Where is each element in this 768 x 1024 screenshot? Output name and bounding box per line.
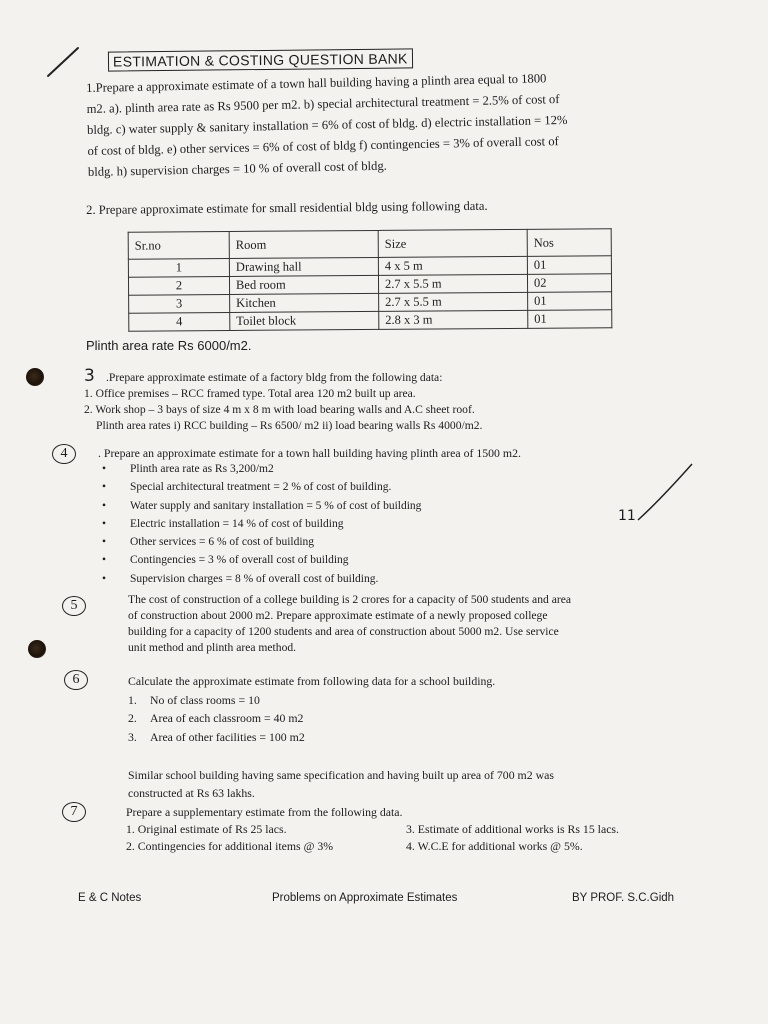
header-nos: Nos [527,229,611,257]
question-6 [100,672,554,802]
cell-room: Drawing hall [229,257,378,276]
margin-handwritten-mark: 11 [618,508,636,524]
plinth-rate-note: Plinth area rate Rs 6000/m2. [86,338,252,353]
cell-nos: 01 [528,292,612,311]
q1-line: bldg. c) water supply & sanitary installation = 6% of cost of bldg. d) electric installation = 12% [86,112,568,137]
list-item: • Contingencies = 3 % of overall cost of building [100,551,421,569]
list-item: • Other services = 6 % of cost of building [100,533,421,551]
list-item: • Water supply and sanitary installation = 5 % of cost of building [100,497,421,515]
cell-room: Bed room [229,275,378,294]
q6-circled-number: 6 [64,670,88,690]
q4-list [100,460,421,588]
header-size: Size [378,229,527,257]
table-row [129,310,612,331]
cell-nos: 02 [527,274,611,293]
q3-line: 2. Work shop – 3 bays of size 4 m x 8 m with load bearing walls and A.C sheet roof. [84,403,475,416]
question-7 [98,804,666,855]
q3-line: 1. Office premises – RCC framed type. Total area 120 m2 built up area. [84,387,416,400]
cell-size: 2.7 x 5.5 m [379,292,528,311]
cell-nos: 01 [528,310,612,329]
cell-srno: 3 [129,294,230,313]
question-5 [128,592,571,656]
rooms-table [128,228,613,331]
q3-handwritten-number: 3 [84,366,95,386]
header-room: Room [229,230,378,258]
q6-note: Similar school building having same specification and having built up area of 700 m2 was constructed at Rs 63 lakhs. [128,768,554,800]
q1-line: bldg. h) supervision charges = 10 % of overall cost of bldg. [87,158,387,179]
cell-room: Toilet block [230,311,379,330]
cell-srno: 2 [128,276,229,295]
q4-lead: . Prepare an approximate estimate for a town hall building having plinth area of 1500 m2. [98,446,521,460]
q1-line: m2. a). plinth area rate as Rs 9500 per m2. b) special architectural treatment = 2.5% of cost of [86,92,560,116]
q1-line: of cost of bldg. e) other services = 6% of cost of bldg f) contingencies = 3% of overall cost of [87,134,559,158]
list-item: 4. W.C.E for additional works @ 5%. [406,839,583,853]
list-item: • Electric installation = 14 % of cost of building [100,515,421,533]
list-item: 1. No of class rooms = 10 [128,692,260,707]
q6-lead: Calculate the approximate estimate from following data for a school building. [128,674,496,688]
list-item: • Special architectural treatment = 2 % of cost of building. [100,478,421,496]
header-srno: Sr.no [128,231,229,259]
question-2: 2. Prepare approximate estimate for small residential bldg using following data. [86,198,488,217]
cell-size: 4 x 5 m [378,256,527,275]
list-item: • Supervision charges = 8 % of overall cost of building. [100,570,421,588]
binder-hole [26,368,44,386]
question-1 [86,68,569,183]
cell-size: 2.8 x 3 m [379,310,528,329]
q3-line: Plinth area rates i) RCC building – Rs 6500/ m2 ii) load bearing walls Rs 4000/m2. [96,419,483,432]
list-item: 3. Area of other facilities = 100 m2 [128,729,305,744]
q5-line: building for a capacity of 1200 students and area of construction about 5000 m2. Use service [128,625,559,638]
q5-circled-number: 5 [62,596,86,616]
pen-tick-mark [44,44,84,80]
page-title: ESTIMATION & COSTING QUESTION BANK [108,48,413,71]
q4-circled-number: 4 [52,444,76,464]
cell-size: 2.7 x 5.5 m [378,274,527,293]
table-header-row [128,229,611,259]
question-3 [84,368,482,434]
pen-stroke-mark [636,460,696,524]
cell-srno: 4 [129,312,230,331]
footer-right: BY PROF. S.C.Gidh [572,892,675,904]
cell-room: Kitchen [230,293,379,312]
list-item: • Plinth area rate as Rs 3,200/m2 [100,460,421,478]
list-item: 2. Contingencies for additional items @ 3% [126,839,334,853]
q5-line: The cost of construction of a college building is 2 crores for a capacity of 500 students and area [128,593,571,606]
q3-lead: .Prepare approximate estimate of a factory bldg from the following data: [106,371,443,384]
cell-srno: 1 [128,258,229,277]
binder-hole [28,640,46,658]
q7-lead: Prepare a supplementary estimate from the following data. [126,805,403,819]
q7-circled-number: 7 [62,802,86,822]
cell-nos: 01 [527,256,611,275]
footer-left: E & C Notes [78,892,142,904]
list-item: 1. Original estimate of Rs 25 lacs. [126,822,287,836]
list-item: 3. Estimate of additional works is Rs 15 lacs. [406,822,619,836]
q7-items [98,821,666,855]
footer-center: Problems on Approximate Estimates [272,892,458,904]
q5-line: unit method and plinth area method. [128,641,297,654]
q5-line: of construction about 2000 m2. Prepare approximate estimate of a newly proposed college [128,609,548,622]
q6-list [100,691,554,747]
q1-line: 1.Prepare a approximate estimate of a town hall building having a plinth area equal to 1800 [86,71,547,95]
list-item: 2. Area of each classroom = 40 m2 [128,711,304,725]
